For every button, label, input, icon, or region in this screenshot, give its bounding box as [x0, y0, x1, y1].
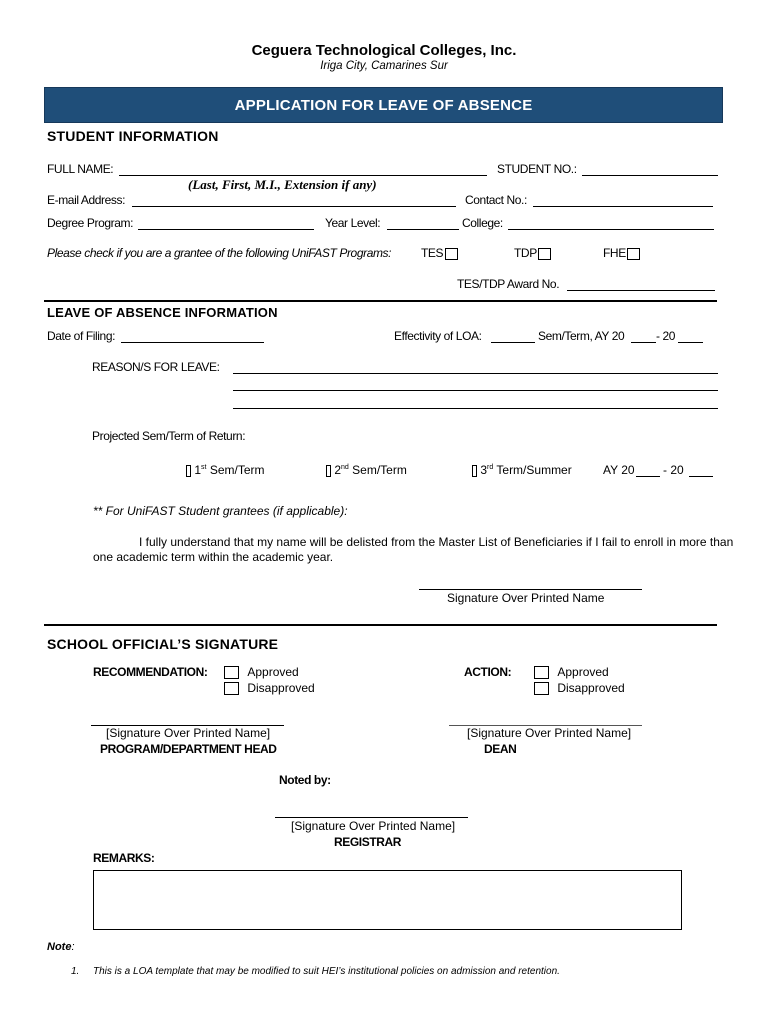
reason-line-2[interactable] [233, 390, 718, 391]
action-approved-option[interactable] [534, 665, 609, 679]
rec-approved-option[interactable] [224, 665, 299, 679]
tes-checkbox[interactable] [445, 248, 458, 260]
option-1-label: Sem/Term [209, 463, 265, 477]
action-disapproved-option[interactable] [534, 681, 625, 695]
contact-field[interactable] [533, 206, 713, 207]
option-3-sup: rd [487, 464, 494, 471]
program-fhe[interactable] [603, 246, 640, 260]
section-divider [44, 300, 717, 302]
statement-line-1: I fully understand that my name will be delisted from the Master List of Beneficiaries if I fail to enroll in more than [139, 535, 734, 549]
noted-by-label: Noted by: [279, 773, 331, 787]
reason-line-3[interactable] [233, 408, 718, 409]
return-option-3[interactable] [472, 463, 572, 477]
note-item-number: 1. [71, 966, 80, 977]
program-tdp[interactable] [514, 246, 551, 260]
rec-disapproved-label: Disapproved [247, 681, 315, 695]
effectivity-dash: - 20 [656, 329, 676, 343]
student-signature-caption: Signature Over Printed Name [447, 591, 605, 605]
program-fhe-label: FHE [603, 246, 626, 260]
action-label: ACTION: [464, 665, 512, 679]
registrar-signature-line[interactable] [275, 817, 468, 818]
registrar-sig-caption: [Signature Over Printed Name] [291, 819, 456, 833]
year-level-label: Year Level: [325, 216, 381, 230]
effectivity-ay-label: Sem/Term, AY 20 [538, 329, 625, 343]
school-name: Ceguera Technological Colleges, Inc. [251, 42, 517, 59]
degree-program-field[interactable] [138, 229, 314, 230]
remarks-label: REMARKS: [93, 851, 155, 865]
date-filing-label: Date of Filing: [47, 329, 116, 343]
effectivity-ay-end-field[interactable] [678, 342, 703, 343]
return-ay-end-field[interactable] [689, 476, 713, 477]
program-head-sig-caption: [Signature Over Printed Name] [106, 726, 271, 740]
program-tes-label: TES [421, 246, 444, 260]
note-item-text: This is a LOA template that may be modified to suit HEI’s institutional policies on admission and retention. [93, 966, 560, 977]
unifast-note: ** For UniFAST Student grantees (if applicable): [93, 504, 348, 518]
dean-sig-caption: [Signature Over Printed Name] [467, 726, 632, 740]
rec-approved-label: Approved [247, 665, 299, 679]
program-tes[interactable] [421, 246, 458, 260]
school-address: Iriga City, Camarines Sur [320, 60, 448, 72]
full-name-label: FULL NAME: [47, 162, 114, 176]
full-name-hint: (Last, First, M.I., Extension if any) [188, 177, 377, 192]
option-1-checkbox[interactable] [186, 465, 191, 477]
school-official-heading: SCHOOL OFFICIAL’S SIGNATURE [47, 636, 279, 652]
option-3-checkbox[interactable] [472, 465, 477, 477]
degree-program-label: Degree Program: [47, 216, 134, 230]
college-label: College: [462, 216, 503, 230]
form-title: APPLICATION FOR LEAVE OF ABSENCE [234, 96, 533, 114]
recommendation-text: RECOMMENDATION [93, 665, 204, 679]
option-1-num: 1 [194, 463, 202, 477]
email-label: E-mail Address: [47, 193, 126, 207]
return-ay-prefix: AY 20 [603, 463, 635, 477]
grantee-prompt: Please check if you are a grantee of the following UniFAST Programs: [47, 246, 392, 260]
action-disapproved-checkbox[interactable] [534, 682, 549, 695]
section-divider-2 [44, 624, 717, 626]
projected-return-label: Projected Sem/Term of Return: [92, 429, 246, 443]
return-option-2[interactable] [326, 463, 407, 477]
contact-label: Contact No.: [465, 193, 527, 207]
action-disapproved-label: Disapproved [557, 681, 625, 695]
student-no-label: STUDENT NO.: [497, 162, 577, 176]
option-2-label: Sem/Term [352, 463, 407, 477]
return-ay-start-field[interactable] [636, 476, 660, 477]
option-2-sup: nd [341, 464, 349, 471]
reasons-label: REASON/S FOR LEAVE: [92, 360, 220, 374]
form-title-banner [44, 87, 723, 123]
effectivity-sem-field[interactable] [491, 342, 535, 343]
option-2-checkbox[interactable] [326, 465, 331, 477]
action-text: ACTION [464, 665, 508, 679]
option-3-label: Term/Summer [496, 463, 572, 477]
recommendation-label: RECOMMENDATION: [93, 665, 208, 679]
student-signature-line[interactable] [419, 589, 642, 590]
award-no-field[interactable] [567, 290, 715, 291]
program-head-title: PROGRAM/DEPARTMENT HEAD [100, 742, 277, 756]
full-name-field[interactable] [119, 175, 487, 176]
tdp-checkbox[interactable] [538, 248, 551, 260]
note-label: Note: [47, 941, 75, 953]
effectivity-label: Effectivity of LOA: [394, 329, 482, 343]
effectivity-ay-start-field[interactable] [631, 342, 656, 343]
option-3-num: 3 [480, 463, 488, 477]
action-approved-label: Approved [557, 665, 609, 679]
reason-line-1[interactable] [233, 373, 718, 374]
return-ay-dash: - 20 [663, 463, 684, 477]
rec-disapproved-checkbox[interactable] [224, 682, 239, 695]
action-approved-checkbox[interactable] [534, 666, 549, 679]
dean-title: DEAN [484, 742, 517, 756]
student-no-field[interactable] [582, 175, 718, 176]
return-option-1[interactable] [186, 463, 265, 477]
date-filing-field[interactable] [121, 342, 264, 343]
email-field[interactable] [132, 206, 456, 207]
remarks-box[interactable] [93, 870, 682, 930]
option-2-num: 2 [334, 463, 342, 477]
rec-disapproved-option[interactable] [224, 681, 315, 695]
leave-info-heading: LEAVE OF ABSENCE INFORMATION [47, 305, 278, 320]
statement-line-2: one academic term within the academic year. [93, 550, 334, 564]
registrar-title: REGISTRAR [334, 835, 402, 849]
college-field[interactable] [508, 229, 714, 230]
fhe-checkbox[interactable] [627, 248, 640, 260]
rec-approved-checkbox[interactable] [224, 666, 239, 679]
note-label-text: Note [47, 941, 72, 953]
program-tdp-label: TDP [514, 246, 537, 260]
award-no-label: TES/TDP Award No. [457, 277, 560, 291]
student-info-heading: STUDENT INFORMATION [47, 128, 219, 144]
year-level-field[interactable] [387, 229, 459, 230]
option-1-sup: st [201, 464, 207, 471]
